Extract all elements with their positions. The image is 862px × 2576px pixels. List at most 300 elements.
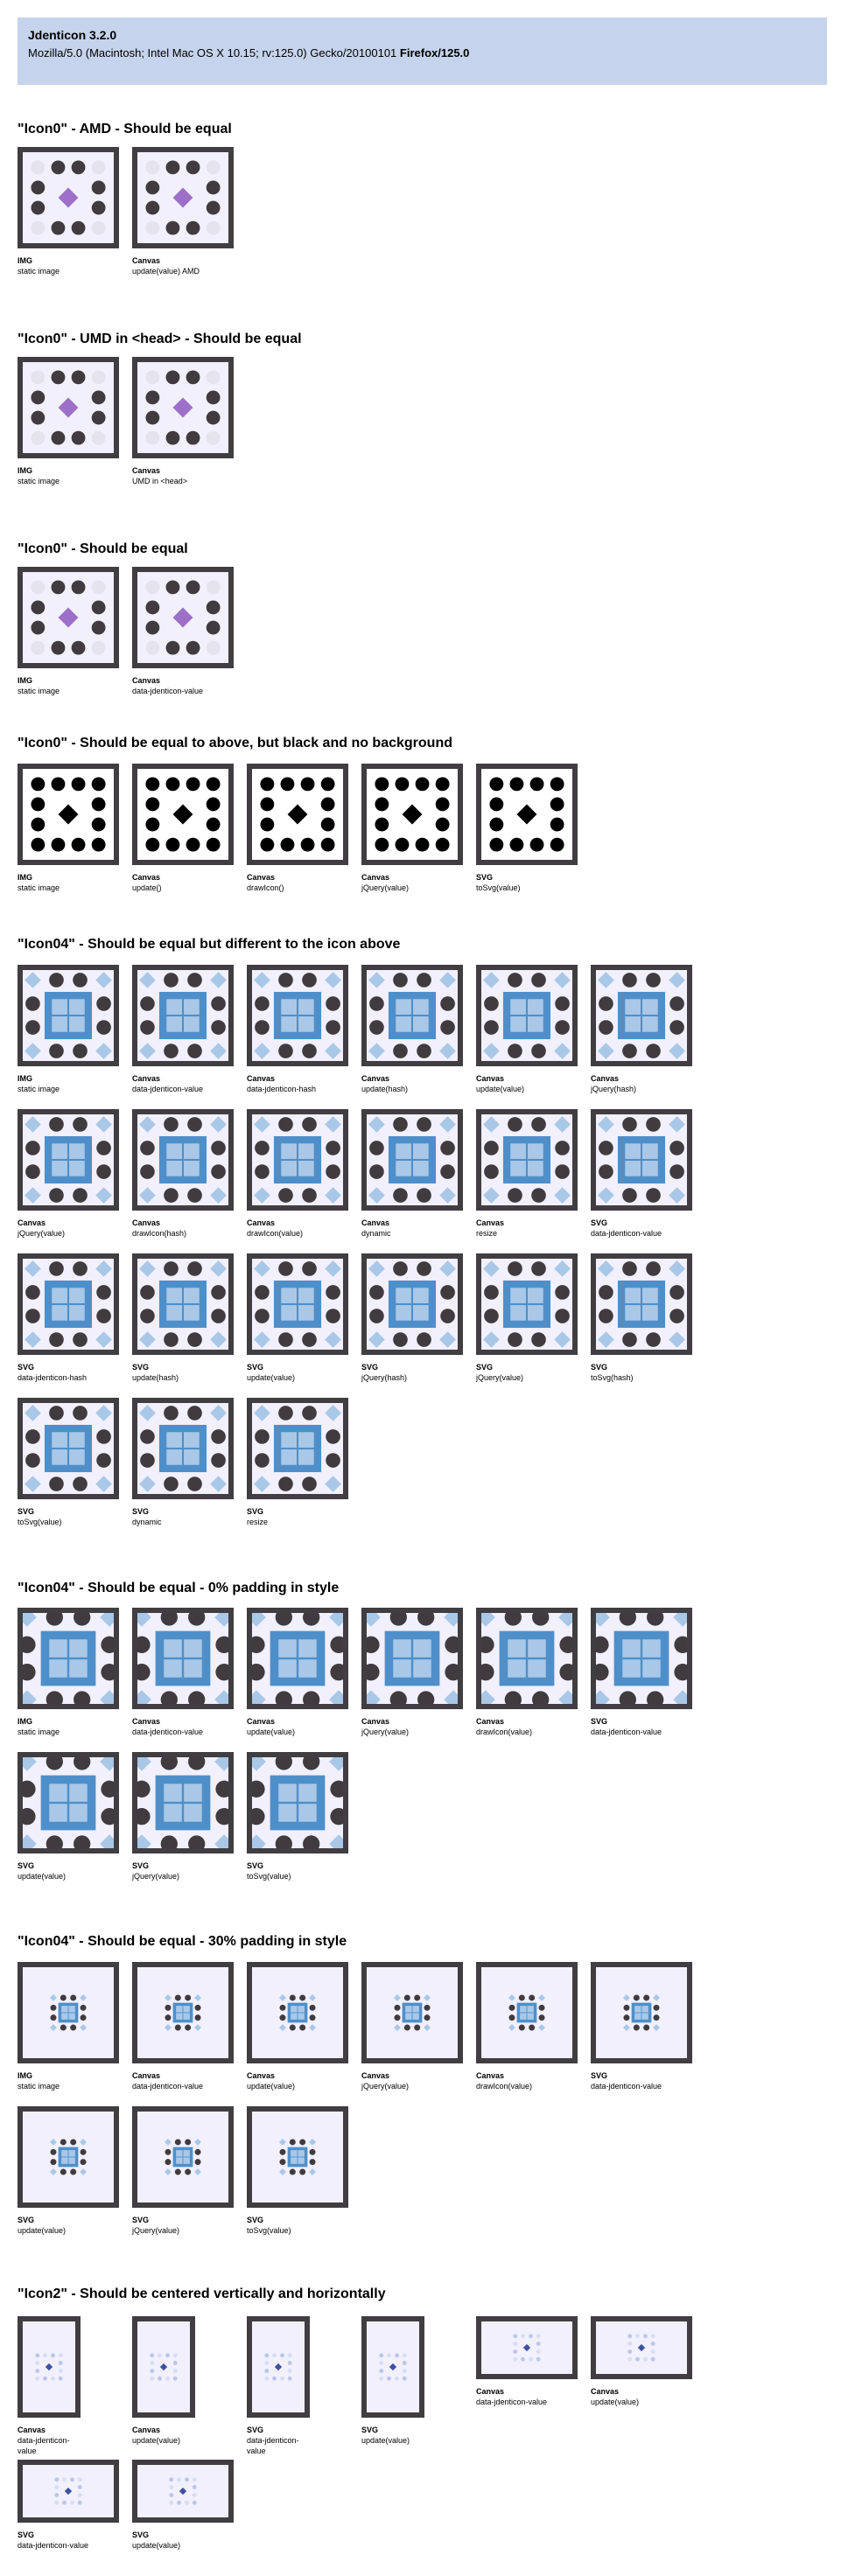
method-label: UMD in <head> [132, 477, 188, 485]
section-title: "Icon04" - Should be equal - 30% padding in style [18, 1934, 347, 1949]
identicon-frame [132, 2106, 234, 2208]
method-label: update(value) [361, 2436, 410, 2445]
identicon-frame [132, 764, 234, 865]
section-title: "Icon0" - UMD in <head> - Should be equal [18, 332, 302, 346]
identicon-card [591, 1253, 692, 1383]
identicon-image [23, 970, 114, 1061]
identicon-image [23, 1403, 114, 1494]
identicon-image [23, 362, 114, 453]
method-label: static image [18, 1728, 60, 1736]
section-title: "Icon04" - Should be equal - 0% padding in style [18, 1581, 340, 1595]
identicon-frame [247, 2316, 310, 2418]
identicon-image [596, 2321, 687, 2374]
identicon-image [481, 769, 572, 860]
identicon-frame [18, 965, 119, 1066]
identicon-image [23, 152, 114, 243]
method-label: data-jdenticon-hash [247, 1085, 317, 1093]
renderer-label: SVG [18, 1363, 35, 1372]
renderer-label: SVG [247, 2216, 264, 2224]
identicon-card [361, 1109, 463, 1239]
identicon-card [18, 2316, 81, 2456]
method-label: drawIcon(value) [476, 1728, 533, 1736]
identicon-frame [18, 1398, 119, 1499]
renderer-label: IMG [18, 873, 32, 882]
method-label: toSvg(value) [476, 883, 521, 892]
identicon-card [247, 1752, 348, 1881]
method-label: update(value) [247, 2082, 296, 2091]
method-label: static image [18, 2082, 60, 2091]
renderer-label: SVG [132, 1363, 150, 1372]
identicon-frame [591, 2316, 692, 2379]
renderer-label: SVG [247, 1363, 264, 1372]
method-label: update(value) [247, 1728, 296, 1736]
identicon-frame [132, 1962, 234, 2063]
identicon-image [252, 970, 343, 1061]
identicon-card [132, 1962, 234, 2091]
method-label: update(value) [132, 2436, 181, 2445]
renderer-label: Canvas [247, 1717, 276, 1726]
renderer-label: Canvas [132, 466, 161, 475]
identicon-frame [476, 764, 578, 865]
identicon-card [132, 2106, 234, 2236]
identicon-frame [247, 1398, 348, 1499]
identicon-image [252, 1403, 343, 1494]
method-label: static image [18, 687, 60, 695]
renderer-label: Canvas [247, 1218, 276, 1227]
identicon-card [132, 1398, 234, 1527]
identicon-frame [591, 1109, 692, 1211]
identicon-card [247, 1253, 348, 1383]
identicon-image [23, 1613, 114, 1704]
identicon-frame [361, 965, 463, 1066]
renderer-label: Canvas [132, 1218, 161, 1227]
renderer-label: SVG [247, 2426, 264, 2434]
browser-version: Firefox/125.0 [399, 46, 470, 59]
method-label: data-jdenticon-value [247, 2436, 299, 2455]
identicon-image [23, 769, 114, 860]
method-label: resize [247, 1518, 269, 1526]
identicon-image [481, 1613, 572, 1704]
method-label: data-jdenticon-value [591, 2082, 662, 2091]
identicon-card [476, 1253, 578, 1383]
identicon-card [132, 1253, 234, 1383]
identicon-image [367, 970, 458, 1061]
identicon-frame [591, 965, 692, 1066]
identicon-image [23, 1114, 114, 1205]
identicon-image [596, 1259, 687, 1350]
identicon-card [18, 764, 119, 893]
identicon-card [476, 1962, 578, 2091]
method-label: jQuery(value) [361, 883, 410, 892]
renderer-label: Canvas [247, 1074, 276, 1083]
identicon-image [137, 1967, 228, 2058]
identicon-card [591, 1962, 692, 2091]
identicon-card [18, 1752, 119, 1881]
identicon-card [361, 1608, 463, 1737]
method-label: data-jdenticon-value [18, 2541, 89, 2550]
method-label: jQuery(hash) [591, 1085, 637, 1093]
identicon-image [252, 1757, 343, 1848]
renderer-label: SVG [247, 1861, 264, 1870]
identicon-image [481, 1259, 572, 1350]
method-label: data-jdenticon-value [132, 2082, 204, 2091]
identicon-card [18, 1253, 119, 1383]
identicon-frame [247, 1109, 348, 1211]
method-label: data-jdenticon-value [476, 2398, 548, 2406]
section-title: "Icon0" - AMD - Should be equal [18, 122, 232, 136]
identicon-card [132, 1109, 234, 1239]
identicon-image [367, 1259, 458, 1350]
identicon-frame [18, 2106, 119, 2208]
renderer-label: Canvas [476, 1717, 505, 1726]
identicon-card [18, 567, 119, 696]
identicon-frame [18, 2460, 119, 2523]
identicon-frame [18, 1109, 119, 1211]
renderer-label: Canvas [247, 873, 276, 882]
identicon-frame [361, 1608, 463, 1709]
identicon-image [137, 1757, 228, 1848]
method-label: update(value) [591, 2398, 640, 2406]
identicon-card [132, 2316, 195, 2446]
identicon-image [252, 1967, 343, 2058]
identicon-card [132, 965, 234, 1094]
renderer-label: SVG [591, 2071, 608, 2080]
identicon-frame [591, 1608, 692, 1709]
renderer-label: SVG [591, 1363, 608, 1372]
method-label: jQuery(value) [132, 2226, 180, 2235]
identicon-image [367, 1613, 458, 1704]
identicon-card [247, 965, 348, 1094]
method-label: update(value) [247, 1373, 296, 1382]
identicon-frame [247, 1608, 348, 1709]
renderer-label: IMG [18, 256, 32, 265]
renderer-label: SVG [132, 2216, 150, 2224]
identicon-image [23, 1967, 114, 2058]
identicon-frame [247, 1253, 348, 1355]
identicon-frame [18, 2316, 81, 2418]
renderer-label: Canvas [132, 873, 161, 882]
identicon-frame [18, 147, 119, 248]
renderer-label: IMG [18, 1717, 32, 1726]
identicon-frame [132, 1253, 234, 1355]
identicon-image [137, 1114, 228, 1205]
identicon-image [23, 2112, 114, 2203]
renderer-label: IMG [18, 466, 32, 475]
identicon-frame [361, 1962, 463, 2063]
method-label: static image [18, 267, 60, 276]
identicon-card [361, 764, 463, 893]
identicon-frame [132, 2460, 234, 2523]
renderer-label: SVG [18, 2531, 35, 2539]
identicon-image [596, 1114, 687, 1205]
identicon-frame [132, 965, 234, 1066]
identicon-card [132, 1608, 234, 1737]
identicon-image [23, 1757, 114, 1848]
identicon-image [137, 2112, 228, 2203]
method-label: data-jdenticon-value [132, 1728, 204, 1736]
identicon-image [367, 2321, 419, 2412]
identicon-card [18, 1962, 119, 2091]
identicon-card [361, 1962, 463, 2091]
method-label: update() [132, 883, 162, 892]
renderer-label: Canvas [132, 2426, 161, 2434]
renderer-label: Canvas [132, 1074, 161, 1083]
identicon-image [252, 2321, 305, 2412]
renderer-label: SVG [476, 1363, 494, 1372]
identicon-frame [132, 147, 234, 248]
method-label: data-jdenticon-value [591, 1229, 662, 1238]
renderer-label: SVG [591, 1717, 608, 1726]
identicon-card [18, 357, 119, 486]
renderer-label: SVG [18, 2216, 35, 2224]
identicon-image [252, 1114, 343, 1205]
identicon-image [137, 2465, 228, 2517]
method-label: static image [18, 1085, 60, 1093]
renderer-label: SVG [361, 1363, 379, 1372]
identicon-image [481, 1967, 572, 2058]
identicon-frame [18, 567, 119, 668]
identicon-image [252, 1259, 343, 1350]
identicon-frame [132, 1398, 234, 1499]
identicon-card [247, 1608, 348, 1737]
identicon-card [18, 147, 119, 276]
identicon-frame [591, 1253, 692, 1355]
identicon-image [596, 970, 687, 1061]
identicon-image [481, 2321, 572, 2374]
renderer-label: Canvas [361, 1074, 390, 1083]
renderer-label: Canvas [132, 1717, 161, 1726]
method-label: update(value) AMD [132, 267, 200, 276]
identicon-card [476, 1109, 578, 1239]
identicon-card [361, 1253, 463, 1383]
identicon-card [247, 2316, 310, 2456]
renderer-label: Canvas [476, 2387, 505, 2396]
identicon-card [247, 2106, 348, 2236]
identicon-card [476, 2316, 578, 2407]
section-title: "Icon2" - Should be centered vertically and horizontally [18, 2286, 386, 2301]
user-agent-text: Mozilla/5.0 (Macintosh; Intel Mac OS X 10.15; rv:125.0) Gecko/20100101 [28, 46, 397, 59]
identicon-card [132, 1752, 234, 1881]
identicon-frame [591, 1962, 692, 2063]
identicon-image [481, 1114, 572, 1205]
identicon-frame [247, 965, 348, 1066]
method-label: toSvg(value) [18, 1518, 62, 1526]
identicon-frame [18, 1253, 119, 1355]
method-label: drawIcon(value) [476, 2082, 533, 2091]
identicon-image [137, 362, 228, 453]
renderer-label: Canvas [18, 1218, 46, 1227]
identicon-image [596, 1613, 687, 1704]
renderer-label: IMG [18, 676, 32, 685]
identicon-frame [132, 567, 234, 668]
identicon-frame [361, 1109, 463, 1211]
identicon-image [137, 769, 228, 860]
method-label: data-jdenticon-value [18, 2436, 70, 2455]
renderer-label: SVG [132, 1507, 150, 1516]
identicon-card [247, 764, 348, 893]
renderer-label: IMG [18, 1074, 32, 1083]
identicon-frame [361, 2316, 424, 2418]
identicon-card [476, 1608, 578, 1737]
renderer-label: IMG [18, 2071, 32, 2080]
identicon-card [591, 1608, 692, 1737]
renderer-label: Canvas [132, 676, 161, 685]
identicon-card [18, 1608, 119, 1737]
method-label: jQuery(value) [476, 1373, 524, 1382]
identicon-frame [476, 965, 578, 1066]
identicon-image [367, 1967, 458, 2058]
method-label: data-jdenticon-value [132, 1085, 204, 1093]
identicon-image [137, 970, 228, 1061]
identicon-image [252, 2112, 343, 2203]
renderer-label: Canvas [361, 1218, 390, 1227]
renderer-label: Canvas [132, 256, 161, 265]
identicon-frame [132, 1608, 234, 1709]
identicon-frame [247, 2106, 348, 2208]
identicon-card [476, 764, 578, 893]
identicon-card [132, 764, 234, 893]
method-label: resize [476, 1229, 498, 1238]
identicon-frame [132, 357, 234, 458]
identicon-frame [476, 1608, 578, 1709]
renderer-label: Canvas [476, 1074, 505, 1083]
identicon-frame [132, 1109, 234, 1211]
renderer-label: SVG [591, 1218, 608, 1227]
identicon-image [137, 1613, 228, 1704]
method-label: data-jdenticon-value [591, 1728, 662, 1736]
identicon-card [18, 2106, 119, 2236]
identicon-card [18, 965, 119, 1094]
page-header [18, 17, 827, 85]
method-label: drawIcon(value) [247, 1229, 304, 1238]
method-label: data-jdenticon-value [132, 687, 204, 695]
method-label: jQuery(value) [361, 1728, 410, 1736]
method-label: jQuery(value) [132, 1872, 180, 1881]
renderer-label: SVG [18, 1507, 35, 1516]
identicon-image [137, 152, 228, 243]
method-label: jQuery(value) [361, 2082, 410, 2091]
method-label: static image [18, 883, 60, 892]
identicon-image [137, 572, 228, 663]
method-label: update(value) [18, 1872, 67, 1881]
method-label: toSvg(value) [247, 1872, 291, 1881]
identicon-frame [247, 1962, 348, 2063]
method-label: update(value) [18, 2226, 67, 2235]
identicon-card [591, 2316, 692, 2407]
identicon-frame [18, 1608, 119, 1709]
identicon-card [132, 147, 234, 276]
identicon-card [247, 1398, 348, 1527]
identicon-image [252, 1613, 343, 1704]
method-label: drawIcon() [247, 883, 284, 892]
identicon-card [247, 1962, 348, 2091]
method-label: toSvg(hash) [591, 1373, 634, 1382]
library-version: Jdenticon 3.2.0 [28, 28, 117, 42]
identicon-card [247, 1109, 348, 1239]
identicon-frame [132, 2316, 195, 2418]
identicon-frame [18, 1752, 119, 1853]
identicon-frame [476, 1962, 578, 2063]
identicon-image [596, 1967, 687, 2058]
identicon-card [18, 1398, 119, 1527]
identicon-frame [361, 1253, 463, 1355]
section-title: "Icon0" - Should be equal [18, 541, 188, 556]
identicon-image [481, 970, 572, 1061]
identicon-image [23, 2321, 75, 2412]
identicon-image [23, 2465, 114, 2517]
identicon-card [132, 357, 234, 486]
renderer-label: Canvas [361, 873, 390, 882]
identicon-frame [18, 764, 119, 865]
identicon-frame [476, 1253, 578, 1355]
identicon-image [137, 1403, 228, 1494]
method-label: dynamic [132, 1518, 162, 1526]
renderer-label: Canvas [361, 2071, 390, 2080]
renderer-label: Canvas [591, 2387, 620, 2396]
identicon-card [132, 567, 234, 696]
method-label: data-jdenticon-hash [18, 1373, 88, 1382]
identicon-frame [361, 764, 463, 865]
renderer-label: Canvas [591, 1074, 620, 1083]
method-label: drawIcon(hash) [132, 1229, 187, 1238]
identicon-card [361, 965, 463, 1094]
renderer-label: SVG [361, 2426, 379, 2434]
method-label: update(hash) [132, 1373, 179, 1382]
identicon-card [18, 1109, 119, 1239]
identicon-image [23, 1259, 114, 1350]
identicon-frame [476, 2316, 578, 2379]
renderer-label: Canvas [476, 2071, 505, 2080]
identicon-card [361, 2316, 424, 2446]
renderer-label: SVG [247, 1507, 264, 1516]
method-label: jQuery(hash) [361, 1373, 408, 1382]
identicon-frame [18, 357, 119, 458]
renderer-label: SVG [18, 1861, 35, 1870]
method-label: dynamic [361, 1229, 391, 1238]
method-label: update(value) [132, 2541, 181, 2550]
identicon-card [591, 1109, 692, 1239]
identicon-frame [18, 1962, 119, 2063]
section-title: "Icon0" - Should be equal to above, but black and no background [18, 736, 452, 750]
identicon-frame [476, 1109, 578, 1211]
renderer-label: Canvas [361, 1717, 390, 1726]
identicon-image [23, 572, 114, 663]
renderer-label: Canvas [476, 1218, 505, 1227]
method-label: toSvg(value) [247, 2226, 291, 2235]
identicon-image [252, 769, 343, 860]
user-agent-line [28, 44, 816, 63]
identicon-image [137, 2321, 190, 2412]
renderer-label: Canvas [18, 2426, 46, 2434]
identicon-frame [132, 1752, 234, 1853]
identicon-card [476, 965, 578, 1094]
method-label: jQuery(value) [18, 1229, 66, 1238]
identicon-card [18, 2460, 119, 2551]
renderer-label: SVG [132, 1861, 150, 1870]
identicon-frame [247, 1752, 348, 1853]
renderer-label: SVG [476, 873, 494, 882]
identicon-card [132, 2460, 234, 2551]
identicon-image [137, 1259, 228, 1350]
section-title: "Icon04" - Should be equal but different to the icon above [18, 937, 401, 952]
identicon-image [367, 769, 458, 860]
method-label: static image [18, 477, 60, 485]
method-label: update(value) [476, 1085, 525, 1093]
renderer-label: Canvas [132, 2071, 161, 2080]
identicon-card [591, 965, 692, 1094]
identicon-frame [247, 764, 348, 865]
method-label: update(hash) [361, 1085, 409, 1093]
